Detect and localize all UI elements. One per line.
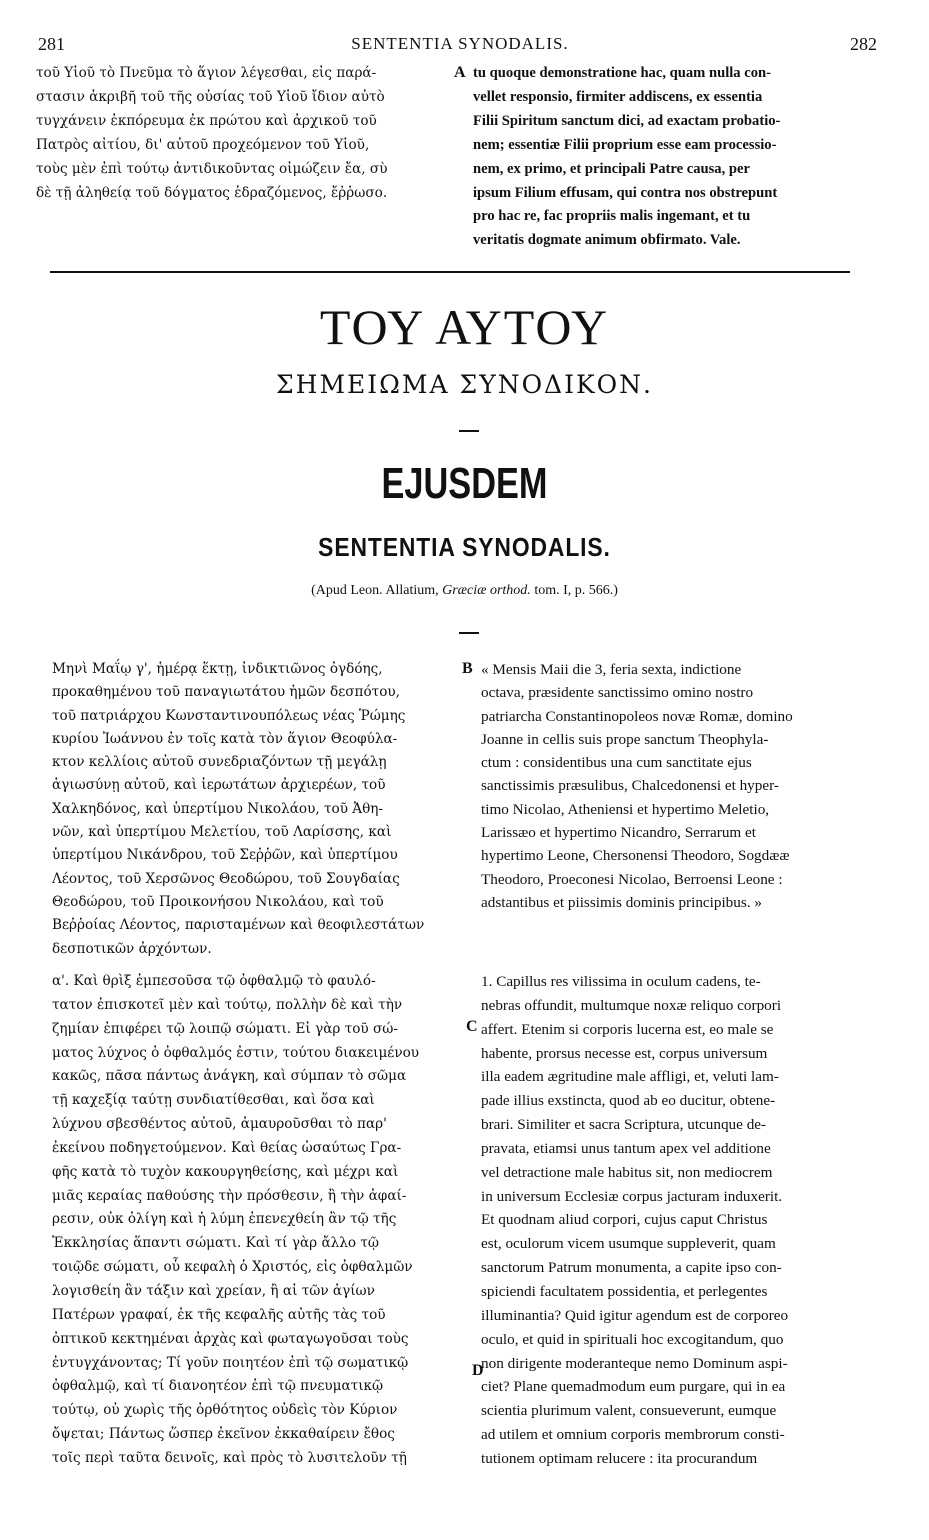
greek-text-line: τοῦ πατριάρχου Κωνσταντινουπόλεως νέας Ῥώμης bbox=[52, 707, 406, 724]
greek-text-line: νῶν, καὶ ὑπερτίμου Μελετίου, τοῦ Λαρίσσης, καὶ bbox=[52, 824, 392, 841]
latin-text-line: ciet? Plane quemadmodum eum purgare, qui in ea bbox=[481, 1378, 786, 1396]
latin-text-line: veritatis dogmate animum obfirmato. Vale. bbox=[473, 232, 741, 249]
latin-text-line: Filii Spiritum sanctum dici, ad exactam probatio- bbox=[473, 112, 781, 129]
greek-text-line: Βεῤῥοίας Λέοντος, παρισταμένων καὶ θεοφιλεστάτων bbox=[52, 917, 425, 934]
running-title: SENTENTIA SYNODALIS. bbox=[351, 34, 569, 53]
greek-text-line: ζημίαν ἐπιφέρει τῷ λοιπῷ σώματι. Εἰ γὰρ τοῦ σώ- bbox=[52, 1020, 398, 1037]
latin-text-line: nem, ex primo, et principali Patre causa, per bbox=[473, 160, 750, 177]
latin-text-line: hypertimo Leone, Chersonensi Theodoro, Sogdææ bbox=[481, 847, 790, 865]
latin-text-line: ipsum Filium effusam, qui contra nos obstrepunt bbox=[473, 184, 778, 201]
latin-text-line: tu quoque demonstratione hac, quam nulla con- bbox=[473, 65, 772, 81]
latin-subtitle: SENTENTIA SYNODALIS. bbox=[318, 532, 611, 562]
latin-text-line: illuminantia? Quid igitur agendum est de corporeo bbox=[481, 1306, 789, 1324]
margin-letter-b: B bbox=[462, 660, 473, 677]
latin-text-line: Et quodnam aliud corpori, cujus caput Christus bbox=[481, 1211, 768, 1229]
greek-text-line: δεσποτικῶν ἀρχόντων. bbox=[52, 940, 212, 957]
title-dash-1 bbox=[459, 430, 479, 432]
latin-text-line: patriarcha Constantinopoleos novæ Romæ, domino bbox=[481, 707, 793, 725]
latin-text-line: Joanne in cellis suis prope sanctum Theophyla- bbox=[481, 730, 769, 748]
greek-text-line: ὀπτικοῦ κεκτημέναι ἀρχὰς καὶ φωταγωγοῦσαι τοὺς bbox=[52, 1330, 409, 1347]
greek-text-line: τυγχάνειν ἐκπόρευμα ἐκ πρώτου καὶ ἀρχικοῦ τοῦ bbox=[36, 112, 377, 129]
greek-text-line: τούτῳ, οὐ χωρὶς τῆς ὀρθότητος οὐδεὶς τὸν Κύριον bbox=[52, 1402, 398, 1419]
latin-text-line: octava, præsidente sanctissimo omino nostro bbox=[481, 684, 754, 702]
greek-text-line: κτον κελλίοις αὐτοῦ συνεδριαζόντων τῇ μεγάλῃ bbox=[52, 754, 387, 771]
latin-text-line: nebras offundit, multumque noxæ reliquo corpori bbox=[481, 996, 782, 1014]
greek-text-line: ρεσιν, οὐκ ὀλίγη καὶ ἡ λύμη ἐπενεχθείη ἂν τῷ τῆς bbox=[52, 1211, 397, 1228]
latin-text-line: non dirigente moderanteque nemo Dominum aspi- bbox=[481, 1354, 788, 1372]
source-citation-post: tom. I, p. 566.) bbox=[530, 583, 618, 598]
greek-text-line: ματος λύχνος ὁ ὀφθαλμός ἐστιν, τούτου διακειμένου bbox=[52, 1044, 420, 1061]
latin-text-line: sanctorum Patrum monumenta, a capite ipso con- bbox=[481, 1259, 782, 1277]
latin-text-line: adstantibus et piissimis dominis principibus. » bbox=[481, 893, 762, 911]
latin-text-line: pro hac re, fac propriis malis ingemant, et tu bbox=[473, 208, 751, 225]
section-rule bbox=[50, 271, 850, 273]
margin-letter-a: A bbox=[454, 64, 466, 81]
latin-text-line: vellet responsio, firmiter addiscens, ex essentia bbox=[473, 88, 763, 105]
latin-text-line: Theodoro, Proeconesi Nicolao, Berroensi Leone : bbox=[481, 870, 783, 888]
page-number-right: 282 bbox=[850, 34, 877, 54]
top-greek-column bbox=[36, 62, 456, 205]
greek-text-line: κυρίου Ἰωάννου ἐν τοῖς κατὰ τὸν ἅγιον Θεοφύλα- bbox=[52, 730, 398, 747]
greek-text-line: τῇ καχεξίᾳ ταύτῃ συνδιατίθεσθαι, καὶ ὅσα καὶ bbox=[52, 1092, 375, 1109]
latin-text-line: sanctissimis præsulibus, Chalcedonensi et hyper- bbox=[481, 777, 779, 795]
latin-main-title: EJUSDEM bbox=[381, 459, 548, 508]
greek-text-line: Ἐκκλησίας ἅπαντι σώματι. Καὶ τί γὰρ ἄλλο τῷ bbox=[52, 1235, 379, 1252]
latin-text-line: est, oculorum vicem usumque suppleverit, quam bbox=[481, 1235, 776, 1253]
greek-text-line: Πατέρων γραφαί, ἐκ τῆς κεφαλῆς αὐτῆς τὰς τοῦ bbox=[52, 1306, 386, 1323]
latin-text-line: pravata, etiamsi unus tantum apex vel additione bbox=[481, 1139, 771, 1157]
greek-text-line: α'. Καὶ θρὶξ ἐμπεσοῦσα τῷ ὀφθαλμῷ τὸ φαυλό- bbox=[52, 973, 376, 989]
greek-text-line: τατον ἐπισκοτεῖ μὲν καὶ τούτῳ, πολλὴν δὲ καὶ τὴν bbox=[52, 996, 403, 1013]
top-latin-column bbox=[473, 62, 893, 253]
latin-text-line: brari. Similiter et sacra Scriptura, utcunque de- bbox=[481, 1116, 767, 1134]
latin-text-line: illa eadem ægritudine male affligi, et, veluti lam- bbox=[481, 1068, 779, 1086]
greek-text-line: στασιν ἀκριβῆ τοῦ τῆς οὐσίας τοῦ Υἱοῦ ἴδιον αὐτὸ bbox=[36, 88, 385, 105]
page-number-left: 281 bbox=[38, 34, 65, 54]
greek-section-1-column bbox=[52, 970, 462, 1471]
greek-text-line: Μηνὶ Μαΐῳ γ', ἡμέρᾳ ἕκτῃ, ἰνδικτιῶνος ὀγδόης, bbox=[52, 661, 383, 677]
latin-text-line: 1. Capillus res vilissima in oculum cadens, te- bbox=[481, 973, 761, 990]
margin-letter-d: D bbox=[472, 1362, 484, 1379]
latin-text-line: affert. Etenim si corporis lucerna est, eo male se bbox=[481, 1020, 774, 1038]
latin-text-line: ctum : considentibus una cum sanctitate ejus bbox=[481, 754, 752, 772]
greek-text-line: ὑπερτίμου Νικάνδρου, τοῦ Σεῤῥῶν, καὶ ὑπερτίμου bbox=[52, 847, 398, 864]
latin-text-line: in universum Ecclesiæ corpus jacturam induxerit. bbox=[481, 1187, 783, 1205]
greek-text-line: ἐκείνου ποδηγετούμενον. Καὶ θείας ὡσαύτως Γρα- bbox=[52, 1139, 402, 1156]
source-citation bbox=[0, 583, 929, 599]
latin-text-line: scientia plurimum valent, consueverunt, eumque bbox=[481, 1402, 777, 1420]
source-citation-italic: Græciæ orthod. bbox=[442, 583, 531, 598]
greek-text-line: τοῖς περὶ ταῦτα δεινοῖς, καὶ πρὸς τὸ λυσιτελοῦν τῇ bbox=[52, 1449, 407, 1466]
greek-text-line: τοιῷδε σώματι, οὗ κεφαλὴ ὁ Χριστός, εἰς ὀφθαλμῶν bbox=[52, 1259, 413, 1276]
greek-text-line: φῆς κατὰ τὸ τυχὸν κακουργηθείσης, καὶ μέχρι καὶ bbox=[52, 1163, 399, 1180]
greek-text-line: κακῶς, πᾶσα πάντως ἀνάγκη, καὶ σύμπαν τὸ σῶμα bbox=[52, 1068, 407, 1085]
greek-text-line: ὄψεται; Πάντως ὥσπερ ἐκεῖνον ἐκκαθαίρειν ἔθος bbox=[52, 1426, 395, 1443]
greek-text-line: τοῦ Υἱοῦ τὸ Πνεῦμα τὸ ἅγιον λέγεσθαι, εἰς παρά- bbox=[36, 65, 377, 81]
greek-text-line: δὲ τῇ ἀληθείᾳ τοῦ δόγματος ἑδραζόμενος, ἔῤῥωσο. bbox=[36, 184, 388, 201]
greek-preamble-column bbox=[52, 658, 462, 961]
greek-text-line: μιᾶς κεραίας παθούσης τὴν πρόσθεσιν, ἢ τὴν ἀφαί- bbox=[52, 1187, 407, 1204]
latin-text-line: ad utilem et omnium corporis membrorum consti- bbox=[481, 1426, 785, 1444]
latin-preamble-column bbox=[481, 658, 901, 914]
latin-text-line: spiciendi facultatem possidentia, et perlegentes bbox=[481, 1282, 768, 1300]
source-citation-pre: (Apud Leon. Allatium, bbox=[311, 583, 443, 598]
latin-text-line: Larissæo et hypertimo Nicandro, Serrarum et bbox=[481, 824, 756, 842]
latin-text-line: habente, prorsus necesse est, corpus universum bbox=[481, 1044, 768, 1062]
latin-text-line: vel detractione male habitus sit, non mediocrem bbox=[481, 1163, 773, 1181]
greek-text-line: ὀφθαλμῷ, καὶ τί διανοητέον ἐπὶ τῷ πνευματικῷ bbox=[52, 1378, 384, 1395]
greek-text-line: τοὺς μὲν ἐπὶ τούτῳ ἀντιδικοῦντας οἰμώζειν ἔα, σὺ bbox=[36, 160, 388, 177]
title-dash-2 bbox=[459, 632, 479, 634]
greek-text-line: Χαλκηδόνος, καὶ ὑπερτίμου Νικολάου, τοῦ Ἀθη- bbox=[52, 800, 384, 817]
latin-text-line: timo Nicolao, Atheniensi et hypertimo Meletio, bbox=[481, 800, 770, 818]
greek-text-line: ἁγιωσύνῃ αὐτοῦ, καὶ ἱερωτάτων ἀρχιερέων, τοῦ bbox=[52, 777, 386, 794]
latin-text-line: pade illius exstincta, quod ab eo ducitur, obtene- bbox=[481, 1092, 776, 1110]
greek-text-line: Θεοδώρου, τοῦ Προικονήσου Νικολάου, καὶ τοῦ bbox=[52, 893, 384, 910]
margin-letter-c: C bbox=[466, 1018, 478, 1035]
latin-text-line: « Mensis Maii die 3, feria sexta, indictione bbox=[481, 661, 742, 678]
latin-section-1-column bbox=[481, 970, 901, 1471]
latin-text-line: nem; essentiæ Filii proprium esse eam processio- bbox=[473, 136, 777, 153]
greek-text-line: Λέοντος, τοῦ Χερσῶνος Θεοδώρου, τοῦ Σουγδαίας bbox=[52, 870, 400, 887]
greek-main-title: ΤΟΥ ΑΥΤΟΥ bbox=[319, 299, 610, 355]
latin-text-line: tutionem optimam relucere : ita procurandum bbox=[481, 1449, 758, 1467]
greek-text-line: ἐντυγχάνοντας; Τί γοῦν ποιητέον ἐπὶ τῷ σωματικῷ bbox=[52, 1354, 409, 1371]
greek-text-line: Πατρὸς αἰτίου, δι' αὐτοῦ προχεόμενον τοῦ Υἱοῦ, bbox=[36, 136, 370, 153]
greek-text-line: λογισθείη ἂν τάξιν καὶ χρείαν, ἢ αἱ τῶν ἁγίων bbox=[52, 1282, 375, 1299]
latin-text-line: oculo, et quid in spirituali hoc excogitandum, quo bbox=[481, 1330, 784, 1348]
greek-subtitle: ΣΗΜΕΙΩΜΑ ΣΥΝΟΔΙΚΟΝ. bbox=[275, 370, 653, 399]
greek-text-line: λύχνου σβεσθέντος αὐτοῦ, ἀμαυροῦσθαι τὸ παρ' bbox=[52, 1116, 387, 1133]
greek-text-line: προκαθημένου τοῦ παναγιωτάτου ἡμῶν δεσπότου, bbox=[52, 684, 400, 701]
